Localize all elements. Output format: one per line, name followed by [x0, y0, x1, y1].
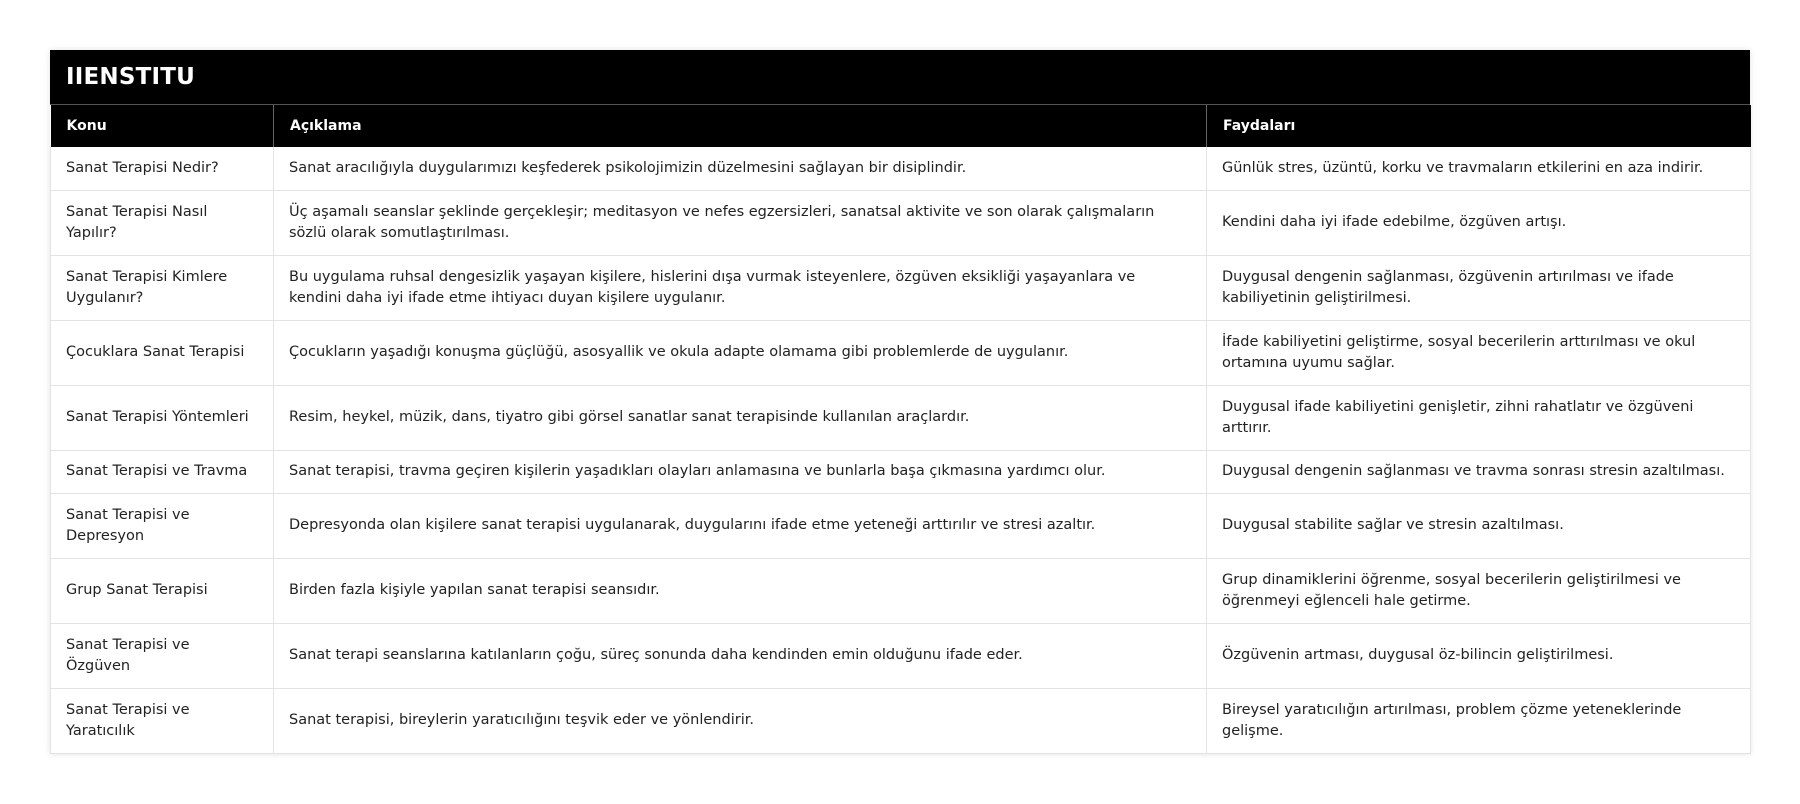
table-body	[51, 147, 1751, 753]
cell-benefits: Özgüvenin artması, duygusal öz-bilincin geliştirilmesi.	[1207, 623, 1751, 688]
table-header	[51, 105, 1751, 147]
info-table	[50, 105, 1751, 754]
table-row	[51, 493, 1751, 558]
header-topic: Konu	[51, 105, 274, 147]
brand-title: IIENSTITU	[50, 50, 1750, 105]
cell-benefits: İfade kabiliyetini geliştirme, sosyal becerilerin arttırılması ve okul ortamına uyumu sağlar.	[1207, 320, 1751, 385]
cell-description: Birden fazla kişiyle yapılan sanat terapisi seansıdır.	[274, 558, 1207, 623]
cell-description: Resim, heykel, müzik, dans, tiyatro gibi görsel sanatlar sanat terapisinde kullanılan araçlardır.	[274, 385, 1207, 450]
cell-topic: Sanat Terapisi Yöntemleri	[51, 385, 274, 450]
header-row	[51, 105, 1751, 147]
table-row	[51, 147, 1751, 190]
cell-topic: Sanat Terapisi ve Depresyon	[51, 493, 274, 558]
cell-description: Çocukların yaşadığı konuşma güçlüğü, asosyallik ve okula adapte olamama gibi problemlerde de uygulanır.	[274, 320, 1207, 385]
cell-topic: Sanat Terapisi ve Travma	[51, 450, 274, 493]
cell-description: Üç aşamalı seanslar şeklinde gerçekleşir; meditasyon ve nefes egzersizleri, sanatsal aktivite ve son olarak çalışmaların sözlü olarak somutlaştırılması.	[274, 190, 1207, 255]
cell-topic: Sanat Terapisi ve Yaratıcılık	[51, 688, 274, 753]
cell-description: Sanat terapisi, travma geçiren kişilerin yaşadıkları olayları anlamasına ve bunlarla başa çıkmasına yardımcı olur.	[274, 450, 1207, 493]
cell-benefits: Günlük stres, üzüntü, korku ve travmaların etkilerini en aza indirir.	[1207, 147, 1751, 190]
table-row	[51, 190, 1751, 255]
cell-topic: Sanat Terapisi ve Özgüven	[51, 623, 274, 688]
cell-benefits: Kendini daha iyi ifade edebilme, özgüven artışı.	[1207, 190, 1751, 255]
table-row	[51, 558, 1751, 623]
cell-benefits: Duygusal dengenin sağlanması, özgüvenin artırılması ve ifade kabiliyetinin geliştirilmesi.	[1207, 255, 1751, 320]
cell-topic: Sanat Terapisi Nasıl Yapılır?	[51, 190, 274, 255]
cell-topic: Sanat Terapisi Nedir?	[51, 147, 274, 190]
cell-benefits: Grup dinamiklerini öğrenme, sosyal becerilerin geliştirilmesi ve öğrenmeyi eğlenceli hale getirme.	[1207, 558, 1751, 623]
cell-benefits: Duygusal dengenin sağlanması ve travma sonrası stresin azaltılması.	[1207, 450, 1751, 493]
cell-benefits: Duygusal stabilite sağlar ve stresin azaltılması.	[1207, 493, 1751, 558]
table-row	[51, 623, 1751, 688]
cell-description: Sanat aracılığıyla duygularımızı keşfederek psikolojimizin düzelmesini sağlayan bir disiplindir.	[274, 147, 1207, 190]
table-row	[51, 255, 1751, 320]
cell-topic: Sanat Terapisi Kimlere Uygulanır?	[51, 255, 274, 320]
cell-topic: Çocuklara Sanat Terapisi	[51, 320, 274, 385]
cell-description: Sanat terapisi, bireylerin yaratıcılığını teşvik eder ve yönlendirir.	[274, 688, 1207, 753]
cell-topic: Grup Sanat Terapisi	[51, 558, 274, 623]
cell-description: Bu uygulama ruhsal dengesizlik yaşayan kişilere, hislerini dışa vurmak isteyenlere, özgüven eksikliği yaşayanlara ve kendini daha iyi ifade etme ihtiyacı duyan kişilere uygulanır.	[274, 255, 1207, 320]
header-description: Açıklama	[274, 105, 1207, 147]
table-row	[51, 450, 1751, 493]
table-row	[51, 320, 1751, 385]
info-table-card	[50, 50, 1750, 754]
header-benefits: Faydaları	[1207, 105, 1751, 147]
cell-description: Depresyonda olan kişilere sanat terapisi uygulanarak, duygularını ifade etme yeteneği arttırılır ve stresi azaltır.	[274, 493, 1207, 558]
cell-benefits: Duygusal ifade kabiliyetini genişletir, zihni rahatlatır ve özgüveni arttırır.	[1207, 385, 1751, 450]
table-row	[51, 385, 1751, 450]
cell-benefits: Bireysel yaratıcılığın artırılması, problem çözme yeteneklerinde gelişme.	[1207, 688, 1751, 753]
cell-description: Sanat terapi seanslarına katılanların çoğu, süreç sonunda daha kendinden emin olduğunu ifade eder.	[274, 623, 1207, 688]
table-row	[51, 688, 1751, 753]
